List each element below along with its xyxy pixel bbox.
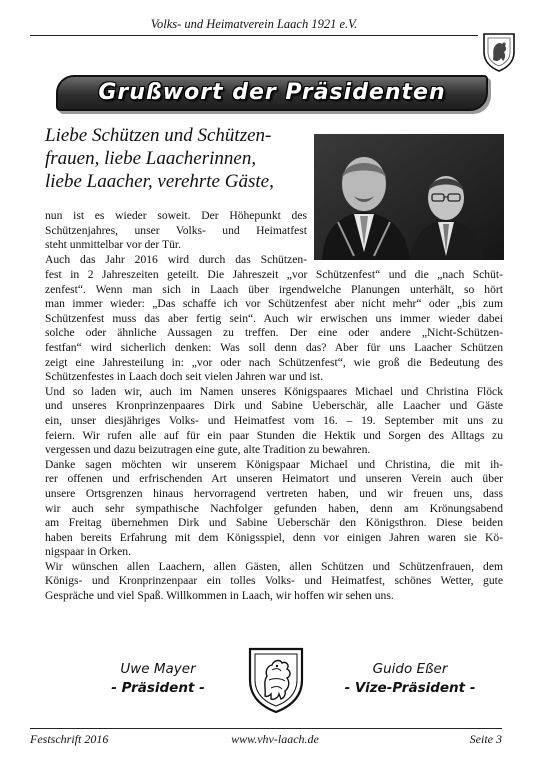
footer-publication: Festschrift 2016 [30,732,109,746]
text-line: und unseres Kronprinzenpaares Dirk und Sabine Ueberschär, alle Laacher und Gäste [45,399,503,413]
text-line: Wir wünschen allen Laachern, allen Gästen, allen Schützen und Schützenfrauen, dem [45,559,503,573]
text-line: zeigt eine Jahresteilung in: „vor oder nach Schützenfest“, wie groß die Bedeutung des [45,355,503,369]
greeting-line: Liebe Schützen und Schützen- [45,125,272,146]
text-line: unsere Ortsgrenzen hinaus hervorragend vertreten haben, und wir freuen uns, dass [45,486,503,500]
signature-name: Guido Eßer [372,661,448,677]
text-line: Danke sagen möchten wir unserem Königspaar Michael und Christina, die mit ih- [45,457,503,471]
greeting [45,124,305,193]
text-line: fest in 2 Jahreszeiten geteilt. Die Jahreszeit „vor Schützenfest“ und die „nach Schüt- [45,268,503,281]
text-line: ein, unser diesjähriges Volks- und Heimatfest vom 16. – 19. September mit uns zu [45,413,503,427]
greeting-line: liebe Laacher, verehrte Gäste, [45,171,274,192]
text-line: Königs- und Kronprinzenpaar ein tolles Volks- und Heimatfest, schönes Wetter, gute [45,574,503,588]
coat-of-arms-icon [482,32,516,72]
text-line: solche oder ähnliche Aussagen zu treffen. Der eine oder andere „Nicht-Schützen- [45,326,503,340]
signature-role: - Vize-Präsident - [344,680,476,696]
text-line: feiern. Wir rufen alle auf für ein paar Stunden die Hektik und Sorgen des Alltags zu [45,428,503,442]
header-title: Volks- und Heimatverein Laach 1921 e.V. [150,17,358,31]
text-line: Schützenfestes in Laach doch seit vielen Jahren war und ist. [45,370,324,384]
text-line: am Freitag übernehmen Dirk und Sabine Ueberschär den Königsthron. Diese beiden [45,516,503,530]
banner-title: Grußwort der Präsidenten [98,80,446,105]
text-line: Schützenfest muss das aber fertig sein“. Auch wir erwischen uns immer wieder dabei [45,311,503,325]
text-line: wir auch sehr sympathische Nachfolger gefunden haben, denn am Krönungsabend [45,501,503,515]
footer-website-link[interactable]: www.vhv-laach.de [231,732,319,746]
header-rule [30,35,478,36]
signature-name: Uwe Mayer [120,661,196,677]
section-banner [56,75,488,111]
footer-rule [30,728,502,729]
text-line: Auch das Jahr 2016 wird durch das Schützen- [45,252,307,266]
greeting-line: frauen, liebe Laacherinnen, [45,148,257,169]
text-line: haben bereits Erfahrung mit dem Königsspiel, denn vor einigen Jahren waren sie Kö- [45,530,503,544]
text-line: man immer wieder: „Das schaffe ich vor Schützenfest aber nicht mehr“ oder „bis zum [45,297,503,311]
signature-president [78,660,238,698]
signature-vice-president [330,660,490,698]
text-line: Und so laden wir, auch im Namen unseres Königspaares Michael und Christina Flöck [45,384,503,398]
text-line: rer offenen und erfrischenden Art unseren Heimatort und unseren Verein auch über [45,472,503,486]
footer-page-number: Seite 3 [469,732,502,746]
text-line: nun ist es wieder soweit. Der Höhepunkt des [45,209,307,222]
text-line: festfan“ wird sicherlich denken: Was soll denn das? Aber für uns Laacher Schützen [45,340,503,354]
text-line: zenfest“. Wenn man sich in Laach über irgendwelche Planungen unterhält, so hört [45,282,503,296]
text-line: steht unmittelbar vor der Tür. [45,238,181,252]
body-text-intro [45,209,307,267]
presidents-photo [314,134,504,260]
text-line: nigspaar in Orken. [45,545,131,559]
coat-of-arms-icon [247,646,305,714]
text-line: vergessen und dazu beizutragen eine gute, alte Tradition zu bewahren. [45,443,371,457]
text-line: Schützenjahres, unser Volks- und Heimatfest [45,223,307,237]
body-text-main [45,268,503,604]
signature-role: - Präsident - [111,680,205,696]
text-line: Gespräche und viel Spaß. Willkommen in Laach, wir hoffen wir sehen uns. [45,589,394,603]
